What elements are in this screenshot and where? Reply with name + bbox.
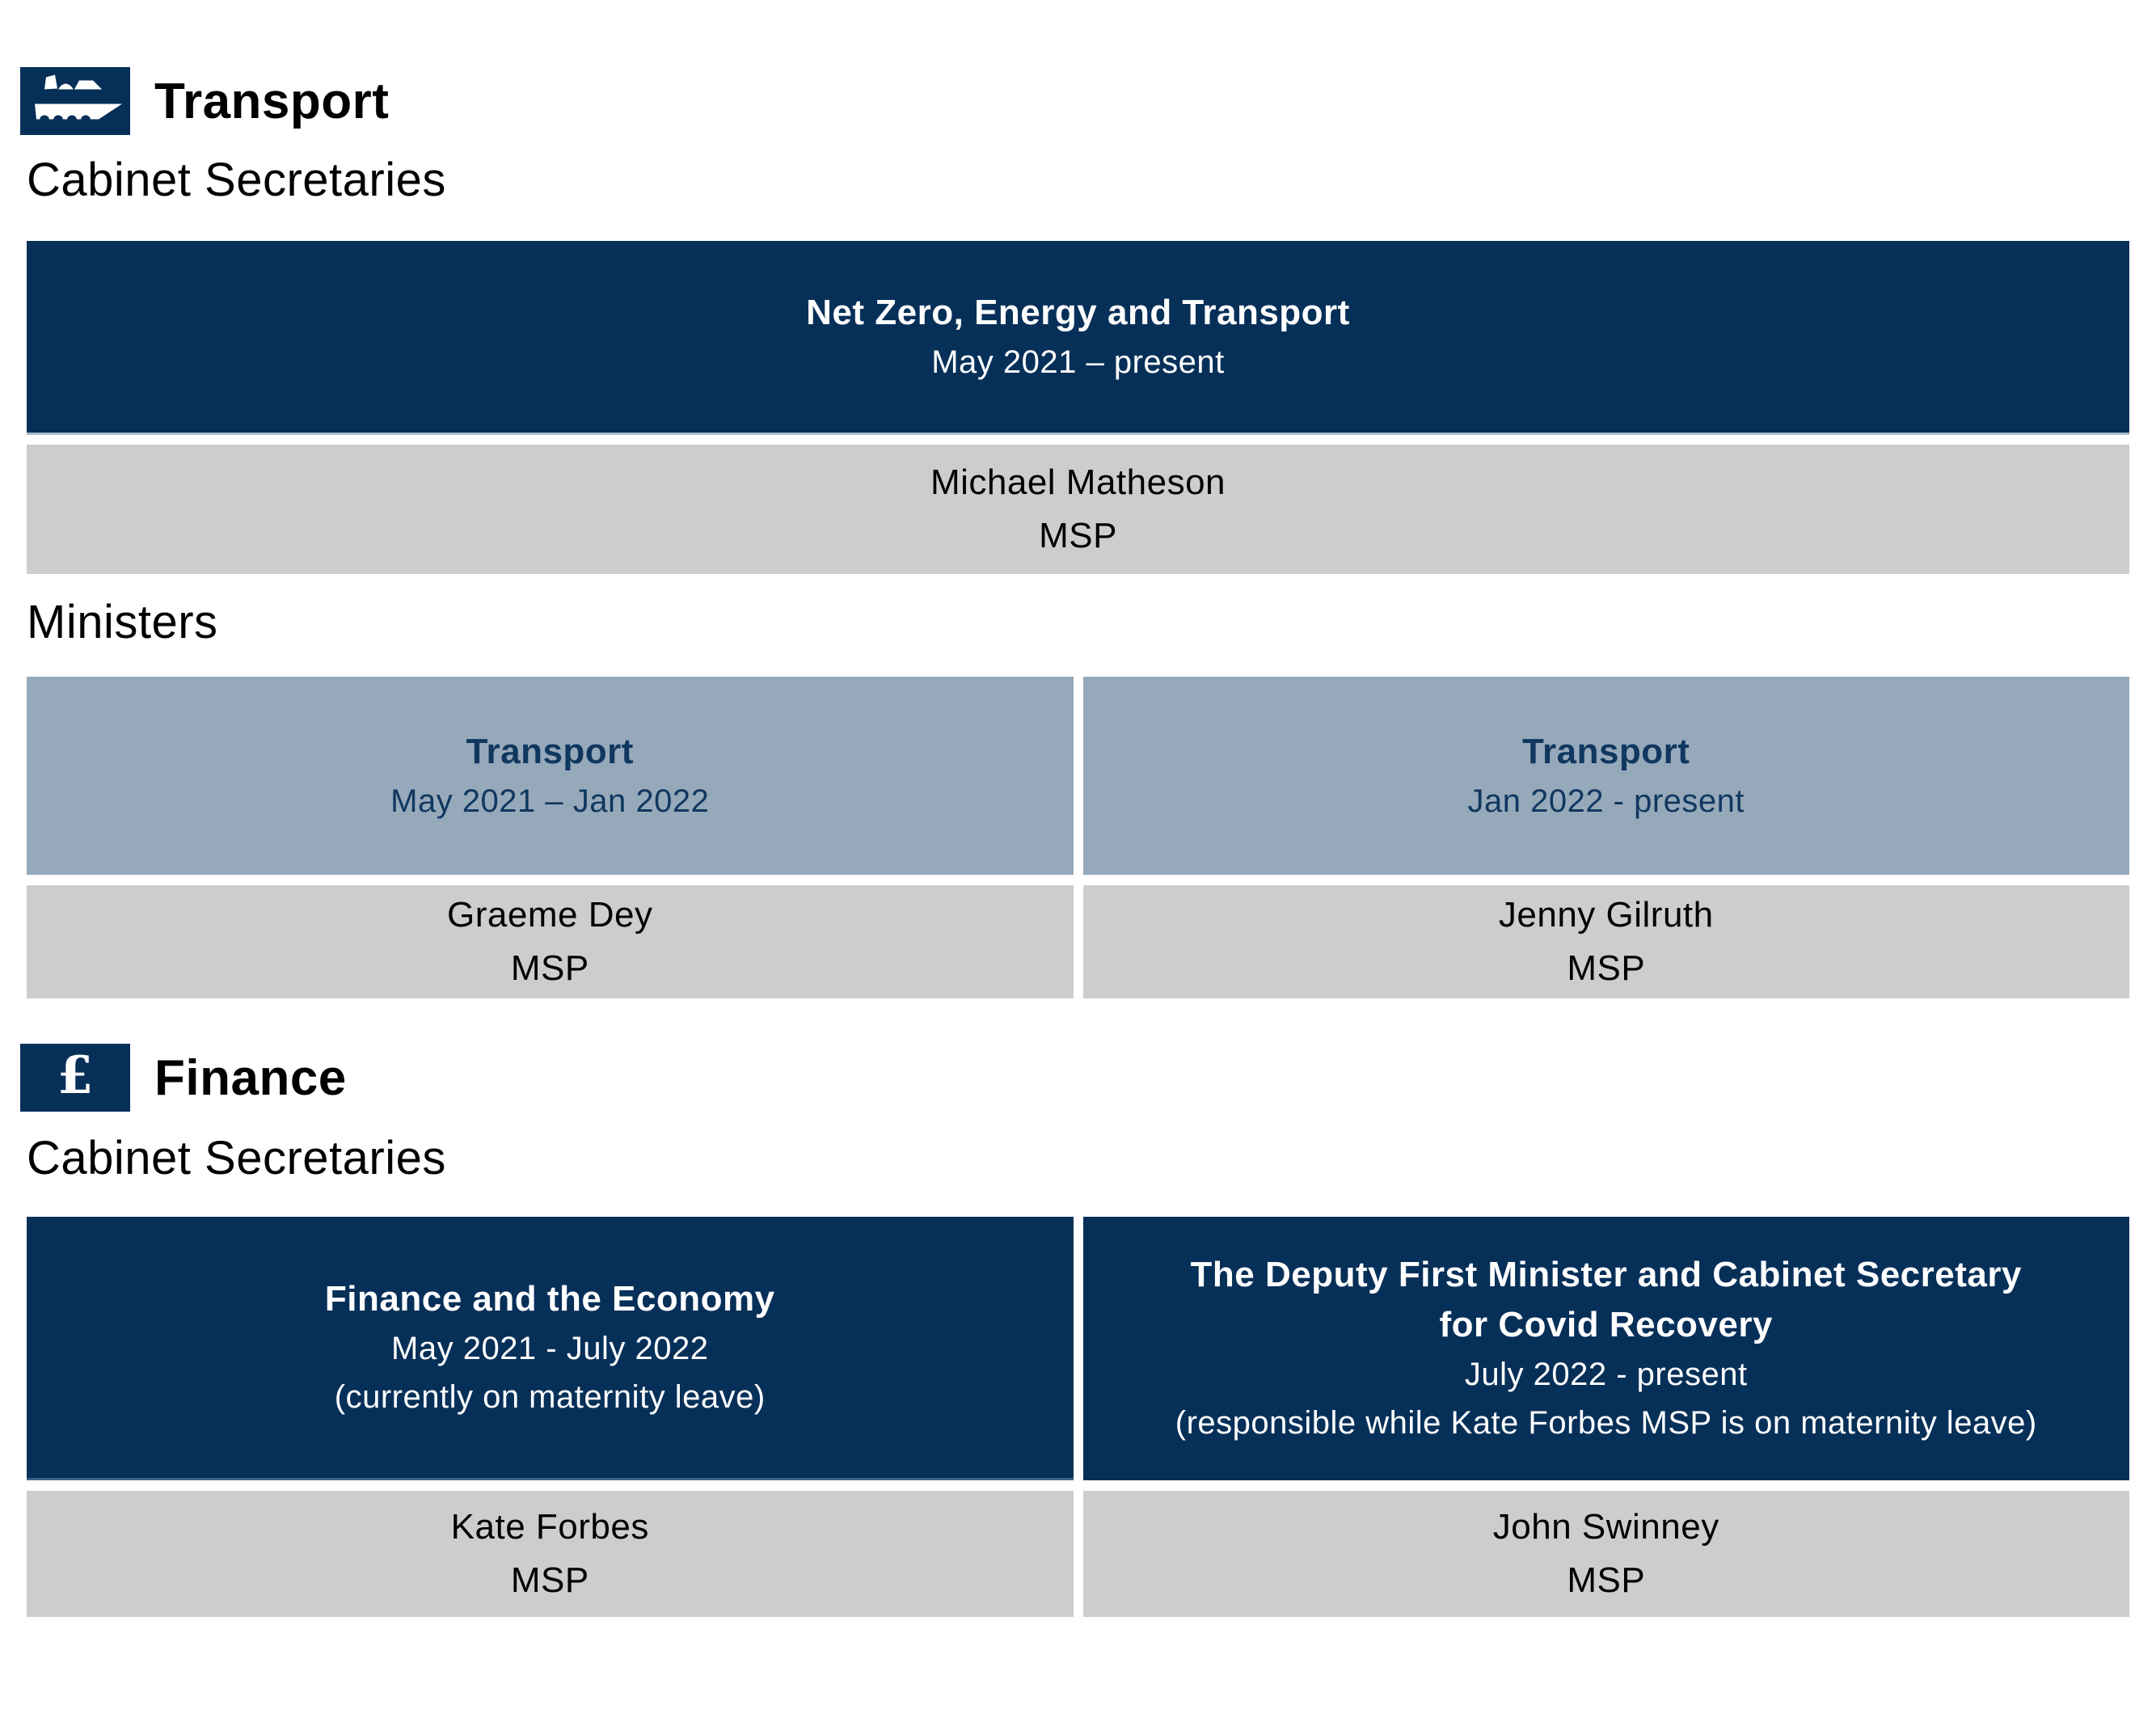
ministers-person-row <box>27 885 2129 998</box>
finance-section-title: Finance <box>154 1049 347 1106</box>
pound-icon <box>20 1044 130 1112</box>
finance-cabinet-secretaries-heading: Cabinet Secretaries <box>27 1132 446 1184</box>
transport-section-title: Transport <box>154 73 390 129</box>
person-role: MSP <box>1567 1560 1646 1600</box>
portfolio-title-line2: for Covid Recovery <box>1439 1305 1773 1344</box>
ship-icon <box>20 67 130 135</box>
portfolio-note: (responsible while Kate Forbes MSP is on maternity leave) <box>1175 1405 2037 1441</box>
cabinet-secretary-person-box <box>27 445 2129 574</box>
person-role: MSP <box>510 1560 589 1600</box>
portfolio-dates: May 2021 – Jan 2022 <box>390 783 710 819</box>
ship-icon-graphic <box>20 67 130 135</box>
cabinet-secretary-card-header <box>1083 1217 2130 1480</box>
person-role: MSP <box>1039 516 1117 555</box>
person-name: Michael Matheson <box>930 462 1226 502</box>
finance-person-row <box>27 1491 2129 1617</box>
portfolio-title: Transport <box>1522 731 1690 771</box>
portfolio-dates: May 2021 - July 2022 <box>391 1330 709 1366</box>
cabinet-secretary-person-box <box>27 1491 1074 1617</box>
finance-section-header <box>20 1044 2129 1112</box>
portfolio-dates: July 2022 - present <box>1464 1357 1748 1392</box>
person-role: MSP <box>510 948 589 988</box>
cabinet-secretary-card-header <box>27 1217 1074 1480</box>
portfolio-title: Net Zero, Energy and Transport <box>806 292 1350 332</box>
person-name: Kate Forbes <box>450 1507 649 1547</box>
portfolio-title: Finance and the Economy <box>324 1278 775 1319</box>
transport-section-header <box>20 67 2129 135</box>
portfolio-dates: Jan 2022 - present <box>1467 783 1745 819</box>
person-name: John Swinney <box>1492 1507 1719 1547</box>
pound-symbol: £ <box>57 1045 94 1106</box>
portfolio-note: (currently on maternity leave) <box>334 1378 766 1415</box>
person-name: Graeme Dey <box>447 895 653 935</box>
minister-person-box <box>27 885 1074 998</box>
person-name: Jenny Gilruth <box>1498 895 1714 935</box>
cabinet-secretary-person-box <box>1083 1491 2130 1617</box>
person-role: MSP <box>1567 948 1646 988</box>
cabinet-secretary-card-header <box>27 241 2129 435</box>
minister-card-header <box>27 677 1074 875</box>
portfolio-title: Transport <box>466 731 634 771</box>
minister-card-header <box>1083 677 2130 875</box>
portfolio-title: The Deputy First Minister and Cabinet Secretary <box>1190 1255 2022 1294</box>
transport-cabinet-secretaries-heading: Cabinet Secretaries <box>27 154 446 206</box>
ministers-header-row <box>27 677 2129 875</box>
ministers-heading: Ministers <box>27 596 218 648</box>
portfolio-dates: May 2021 – present <box>931 344 1225 380</box>
finance-header-row <box>27 1217 2129 1480</box>
minister-person-box <box>1083 885 2130 998</box>
